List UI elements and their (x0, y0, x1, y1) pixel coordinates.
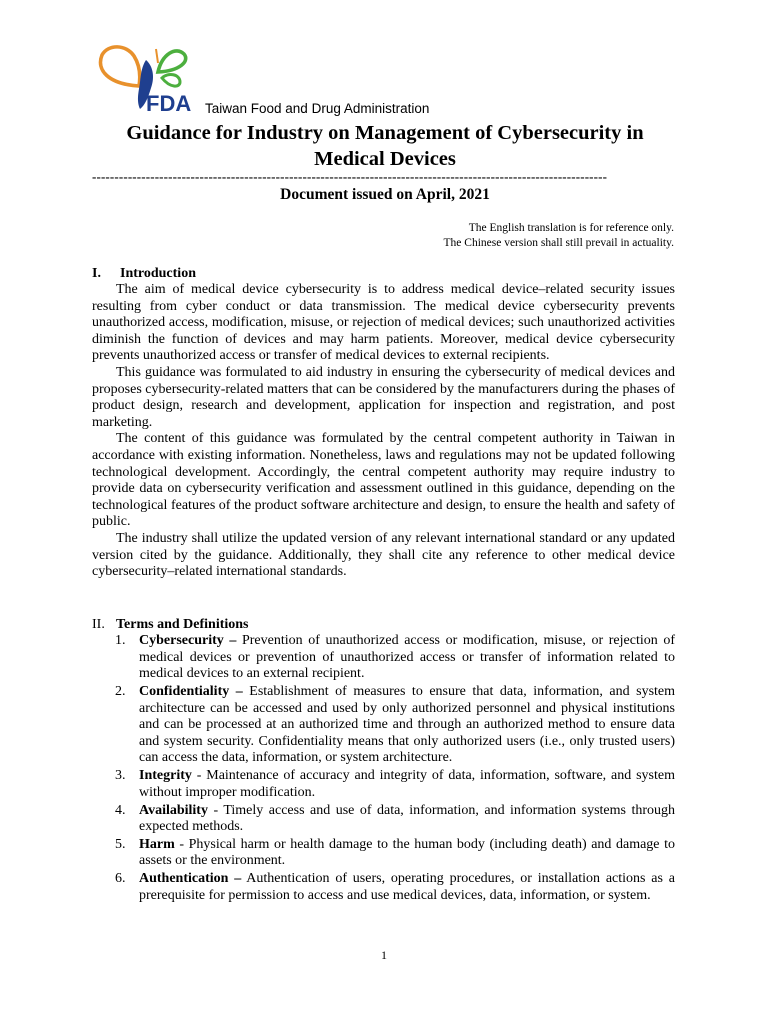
definition-term: Confidentiality – (139, 683, 243, 699)
logo-text: FDA (146, 91, 192, 116)
intro-paragraph: The aim of medical device cybersecurity is to address medical device–related security issues resulting from cyber conduct or data transmission. The medical device cybersecurity prevents unauthorized access, modification, misuse, or rejection of medical devices; such unauthorized activities diminish the function of devices and may harm patients. Moreover, medical device cybersecurity prevents unauthorized access or transfer of medical devices to external recipients. (92, 282, 675, 364)
definition-term: Availability (139, 802, 208, 818)
definition-number: 3. (115, 768, 126, 784)
definition-number: 2. (115, 683, 126, 699)
section-heading-introduction (92, 265, 196, 282)
section-title: Terms and Definitions (116, 617, 249, 632)
translation-note-line-1: The English translation is for reference only. (468, 222, 674, 234)
agency-name: Taiwan Food and Drug Administration (205, 101, 430, 116)
separator-line: ------------------------------------------------------------------------------------------------------------------- (92, 170, 608, 184)
definition-item (115, 803, 675, 836)
definition-term: Harm (139, 836, 175, 852)
definition-text: Authentication of users, operating procedures, or installation actions as a prerequisite for permission to access and use medical devices, data, information, or system. (139, 871, 675, 903)
definition-item (115, 633, 675, 683)
definition-item (115, 837, 675, 870)
definition-text: - Timely access and use of data, information, and information systems through expected methods. (139, 802, 675, 835)
definition-text: - Physical harm or health damage to the human body (including death) and damage to assets or the environment. (139, 836, 675, 869)
introduction-body (92, 282, 675, 581)
definition-number: 6. (115, 871, 126, 887)
page-number: 1 (381, 948, 387, 962)
translation-note-line-2: The Chinese version shall still prevail in actuality. (443, 236, 674, 249)
fda-logo (96, 42, 208, 116)
definition-term: Authentication – (139, 871, 242, 887)
definition-text: - Maintenance of accuracy and integrity of data, information, software, and system without improper modification. (139, 768, 675, 800)
document-title: Guidance for Industry on Management of Cybersecurity in Medical Devices (126, 122, 644, 170)
intro-paragraph: The industry shall utilize the updated version of any relevant international standard or any updated version cited by the guidance. Additionally, they shall cite any reference to other medical device cybersecurity–related international standards. (92, 530, 675, 580)
section-number: I. (92, 266, 101, 281)
definition-number: 5. (115, 836, 126, 852)
intro-paragraph: This guidance was formulated to aid industry in ensuring the cybersecurity of medical devices and proposes cybersecurity-related matters that can be considered by the manufacturers during the phases of product design, research and development, application for inspection and registration, and post marketing. (92, 364, 675, 430)
section-title: Introduction (120, 266, 196, 281)
definition-term: Cybersecurity – (139, 633, 237, 648)
definition-text: Prevention of unauthorized access or modification, misuse, or rejection of medical devices or prevention of unauthorized access or transfer of information related to medical devices to an external recipient. (139, 633, 675, 682)
definition-item (115, 871, 675, 904)
issue-date: Document issued on April, 2021 (280, 186, 490, 203)
definition-number: 4. (115, 802, 126, 818)
definition-term: Integrity (139, 768, 192, 784)
section-number: II. (92, 617, 105, 632)
translation-note (444, 221, 674, 250)
definition-number: 1. (115, 633, 126, 648)
definitions-list (115, 633, 675, 906)
definition-text: Establishment of measures to ensure that data, information, and system architecture can be accessed and used by only authorized personnel and physical institutions and can be processed at an authorized time and through an authorized method to ensure data and system security. Confidentiality means that only authorized users (i.e., only trusted users) can access the data, information, or system architecture. (139, 683, 676, 766)
intro-paragraph: The content of this guidance was formulated by the central competent authority in Taiwan in accordance with existing information. Nonetheless, laws and regulations may not be updated following technological development. Accordingly, the central competent authority may require industry to provide data on cybersecurity verification and assessment outlined in this guidance, depending on the technological features of the product software architecture and design, to ensure the health and safety of public. (92, 431, 675, 530)
definition-item (115, 768, 675, 801)
definition-item (115, 684, 675, 767)
section-heading-terms (92, 616, 249, 633)
